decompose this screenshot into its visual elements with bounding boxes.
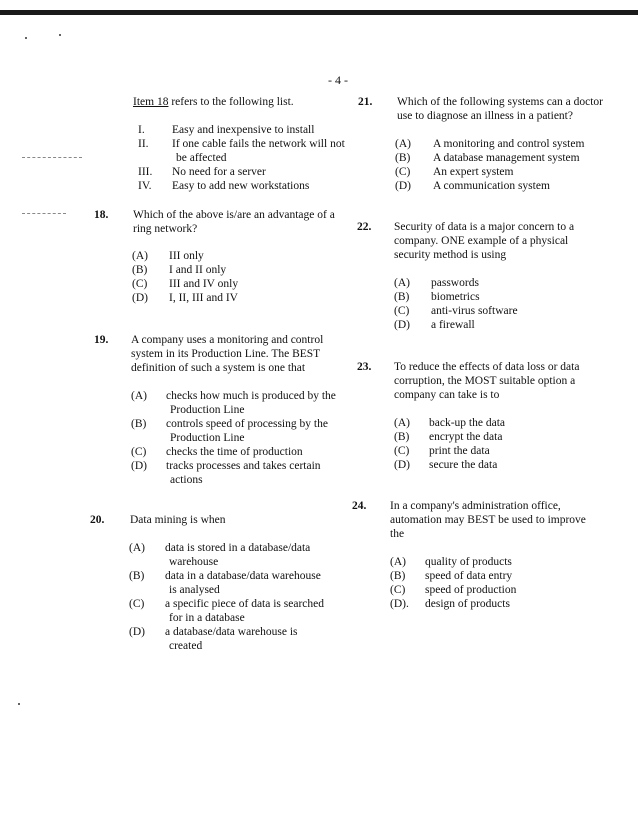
option-label: (B) (394, 291, 410, 303)
question-number: 22. (357, 221, 372, 233)
speck (25, 37, 27, 39)
question-stem-line: To reduce the effects of data loss or data (394, 361, 580, 373)
question-stem-line: corruption, the MOST suitable option a (394, 375, 576, 387)
option-label: (A) (129, 542, 145, 554)
option-text: I, II, III and IV (169, 292, 238, 304)
margin-mark (22, 213, 66, 215)
option-text: A monitoring and control system (433, 138, 585, 150)
question-stem-line: system in its Production Line. The BEST (131, 348, 321, 360)
question-stem-line: Which of the above is/are an advantage of a (133, 209, 335, 221)
option-text: a firewall (431, 319, 475, 331)
question-stem-line: In a company's administration office, (390, 500, 561, 512)
question-stem-line: automation may BEST be used to improve (390, 514, 586, 526)
option-label: (D) (394, 319, 410, 331)
option-text: data in a database/data warehouse (165, 570, 321, 582)
option-text: checks the time of production (166, 446, 303, 458)
question-number: 21. (358, 96, 373, 108)
option-text: A database management system (433, 152, 580, 164)
option-text: A communication system (433, 180, 550, 192)
item18-intro (133, 95, 294, 109)
page-number: - 4 - (328, 73, 348, 87)
option-text: checks how much is produced by the (166, 390, 336, 402)
top-border (0, 10, 638, 15)
list-text: If one cable fails the network will not (172, 138, 345, 150)
option-text: passwords (431, 277, 479, 289)
option-label: (C) (394, 305, 410, 317)
option-text: speed of production (425, 584, 517, 596)
question-number: 24. (352, 500, 367, 512)
option-label: (D) (394, 459, 410, 471)
option-label: (A) (395, 138, 411, 150)
option-label: (B) (131, 418, 147, 430)
option-text: biometrics (431, 291, 480, 303)
option-text: warehouse (169, 556, 219, 568)
question-stem-line: security method is using (394, 249, 507, 261)
option-text: tracks processes and takes certain (166, 460, 321, 472)
option-label: (A) (390, 556, 406, 568)
speck (18, 703, 20, 705)
option-label: (C) (129, 598, 145, 610)
option-text: III and IV only (169, 278, 239, 290)
list-text: Easy and inexpensive to install (172, 124, 315, 136)
list-label: IV. (138, 180, 152, 192)
question-stem-line: Security of data is a major concern to a (394, 221, 575, 233)
question-stem-line: company. ONE example of a physical (394, 235, 569, 247)
option-label: (B) (129, 570, 145, 582)
option-text: Production Line (170, 404, 245, 416)
question-stem-line: A company uses a monitoring and control (131, 334, 324, 346)
option-label: (C) (395, 166, 411, 178)
option-text: secure the data (429, 459, 498, 471)
question-number: 19. (94, 334, 109, 346)
option-label: (C) (131, 446, 147, 458)
option-label: (A) (131, 390, 147, 402)
margin-mark (22, 157, 82, 159)
list-label: III. (138, 166, 153, 178)
option-text: actions (170, 474, 203, 486)
option-text: speed of data entry (425, 570, 513, 582)
question-stem-line: the (390, 528, 405, 540)
option-label: (A) (394, 277, 410, 289)
option-label: (B) (132, 264, 148, 276)
list-label: II. (138, 138, 149, 150)
option-text: print the data (429, 445, 490, 457)
list-text: No need for a server (172, 166, 266, 178)
list-label: I. (138, 124, 145, 136)
option-label: (A) (394, 417, 410, 429)
question-stem-line: Which of the following systems can a doctor (397, 96, 603, 108)
question-number: 18. (94, 209, 109, 221)
option-label: (C) (390, 584, 406, 596)
option-text: back-up the data (429, 417, 505, 429)
option-label: (D) (395, 180, 411, 192)
option-text: for in a database (169, 612, 245, 624)
option-label: (D) (132, 292, 148, 304)
option-text: a specific piece of data is searched (165, 598, 324, 610)
option-text: a database/data warehouse is (165, 626, 298, 638)
question-stem-line: Data mining is when (130, 514, 226, 526)
question-stem-line: ring network? (133, 223, 198, 235)
option-label: (B) (395, 152, 411, 164)
list-text: Easy to add new workstations (172, 180, 310, 192)
item18-intro-text: refers to the following list. (168, 96, 294, 108)
question-stem-line: definition of such a system is one that (131, 362, 306, 374)
question-number: 20. (90, 514, 105, 526)
item18-ref: Item 18 (133, 96, 169, 108)
option-text: created (169, 640, 203, 652)
option-label: (A) (132, 250, 148, 262)
question-stem-line: use to diagnose an illness in a patient? (397, 110, 573, 122)
option-label: (B) (390, 570, 406, 582)
option-label: (D). (390, 598, 409, 610)
option-text: is analysed (169, 584, 220, 596)
option-text: Production Line (170, 432, 245, 444)
option-text: I and II only (169, 264, 227, 276)
option-text: quality of products (425, 556, 512, 568)
option-text: encrypt the data (429, 431, 503, 443)
list-text: be affected (176, 152, 227, 164)
question-stem-line: company can take is to (394, 389, 500, 401)
option-label: (D) (129, 626, 145, 638)
speck (59, 34, 61, 36)
option-label: (D) (131, 460, 147, 472)
option-text: An expert system (433, 166, 514, 178)
option-text: design of products (425, 598, 510, 610)
option-text: controls speed of processing by the (166, 418, 328, 430)
option-label: (B) (394, 431, 410, 443)
option-text: anti-virus software (431, 305, 518, 317)
option-label: (C) (132, 278, 148, 290)
option-label: (C) (394, 445, 410, 457)
option-text: data is stored in a database/data (165, 542, 311, 554)
option-text: III only (169, 250, 204, 262)
question-number: 23. (357, 361, 372, 373)
